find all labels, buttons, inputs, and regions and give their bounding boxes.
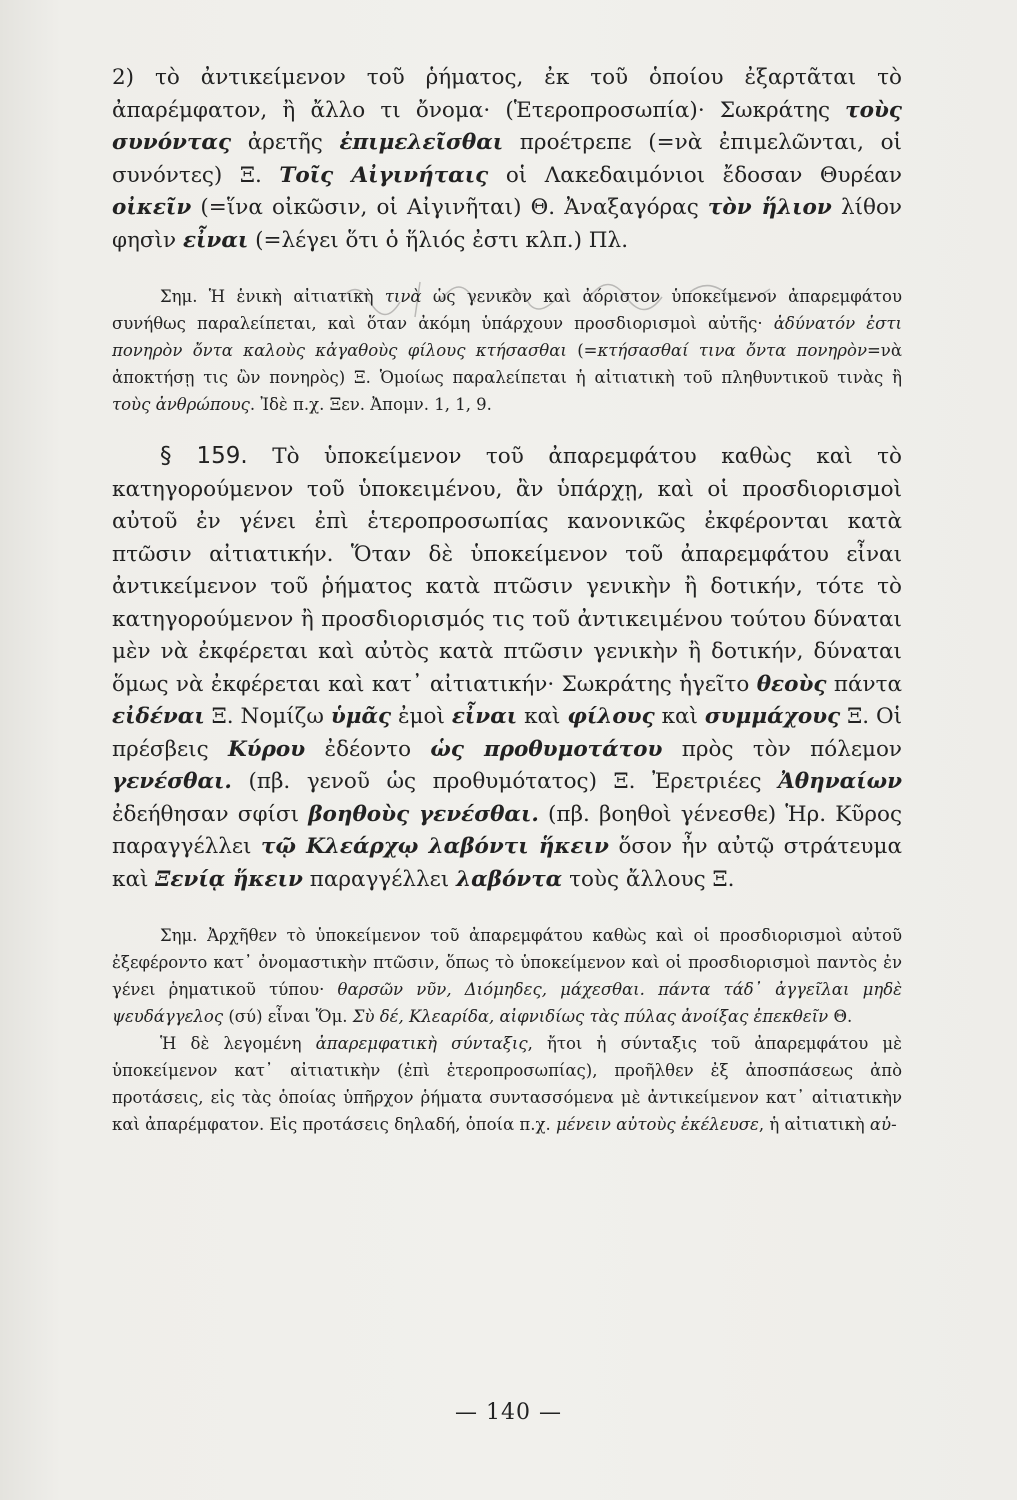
paragraph-object-infinitive — [112, 62, 902, 257]
text-run: (=ἵνα οἰκῶσιν, οἱ Αἰγινῆται) Θ. Ἀναξαγόρας — [191, 195, 708, 220]
text-run: ἐδεήθησαν σφίσι — [112, 801, 309, 827]
text-run: καὶ — [517, 704, 568, 729]
text-run: Θ. — [828, 1007, 853, 1026]
text-run: οἱ Λακεδαιμόνιοι ἔδοσαν Θυρέαν — [488, 162, 902, 188]
example-bold: Ξενίᾳ ἥκειν — [155, 866, 303, 892]
example-italic: τινὰ — [384, 287, 422, 306]
example-bold: ἐπιμελεῖσθαι — [339, 130, 504, 155]
example-italic: τοὺς ἀνθρώπους — [112, 395, 250, 414]
text-run: (=λέγει ὅτι ὁ ἥλιός ἐστι κλπ.) Πλ. — [248, 227, 629, 253]
text-run: , ἡ αἰτιατικὴ — [758, 1115, 870, 1134]
example-bold: ὡς προθυμοτάτου — [430, 736, 663, 762]
example-italic: ἀπαρεμφατικὴ σύνταξις — [315, 1034, 528, 1053]
note-archethen — [112, 922, 902, 1030]
text-run: προέτρεπε (=νὰ ἐπιμελῶνται, οἱ συνόντες) Ξ. — [112, 130, 902, 188]
text-run: (πβ. βοηθοὶ γένεσθε) Ἡρ. Κῦρος παραγγέλλει — [112, 801, 903, 859]
text-run: Ξ. Νομίζω — [204, 704, 331, 729]
section-number: § 159. — [160, 443, 248, 469]
text-run: Σημ. Ἀρχῆθεν τὸ ὑποκείμενον τοῦ ἀπαρεμφάτου καθὼς καὶ οἱ προσδιορισμοὶ αὐτοῦ ἐξεφέροντο κατ᾽ ὀνομαστικὴν πτῶσιν, ὅπως τὸ ὑποκείμενον καὶ οἱ προσδιορισμοὶ παντὸς ἐν γένει ῥηματικοῦ τύπου· — [112, 926, 902, 999]
example-bold: εἶναι — [182, 227, 249, 253]
text-run: (σύ) εἶναι Ὅμ. — [223, 1007, 353, 1026]
text-run: ἐμοὶ — [391, 704, 452, 729]
example-italic: θαρσῶν νῦν, Διόμηδες, μάχεσθαι. πάντα τάδ᾽ ἀγγεῖλαι μηδὲ ψευδάγγελος — [112, 980, 902, 1026]
example-bold: φίλους — [567, 704, 655, 729]
note-tina — [112, 283, 902, 418]
example-italic: ἀδύνατόν ἐστι πονηρὸν ὄντα καλοὺς κἀγαθοὺς φίλους κτήσασθαι — [112, 314, 902, 360]
text-run: καὶ — [654, 704, 705, 729]
example-bold: συμμάχους — [704, 704, 841, 729]
text-run: Ἡ δὲ λεγομένη — [160, 1034, 316, 1053]
text-run: ὡς γενικὸν καὶ ἀόριστον ὑποκείμενον ἀπαρεμφάτου συνήθως παραλείπεται, καὶ ὅταν ἀκόμη ὑπάρχουν προσδιορισμοὶ αὐτῆς· — [112, 287, 902, 333]
text-run: λίθον φησὶν — [112, 195, 903, 253]
text-run: πρὸς τὸν πόλεμον — [662, 736, 902, 762]
example-italic: κτήσασθαί τινα ὄντα πονηρὸν — [597, 341, 867, 360]
example-bold: εἶναι — [451, 704, 518, 729]
text-run: Ξ. Οἱ πρέσβεις — [112, 704, 903, 762]
example-bold: βοηθοὺς γενέσθαι. — [308, 801, 539, 827]
text-run: , ἤτοι ἡ σύνταξις τοῦ ἀπαρεμφάτου μὲ ὑποκείμενον κατ᾽ αἰτιατικὴν (ἐπὶ ἑτεροπροσωπίας), προῆλθεν ἐξ ἀποσπάσεως ἀπὸ προτάσεις, εἰς τὰς ὁποίας ὑπῆρχον ῥήματα συντασσόμενα μὲ ἀντικείμενον κατ᾽ αἰτιατικὴν καὶ ἀπαρέμφατον. Εἰς προτάσεις δηλαδή, ὁποία π.χ. — [112, 1034, 903, 1134]
text-run: . Ἰδὲ π.χ. Ξεν. Ἀπομν. 1, 1, 9. — [249, 395, 492, 414]
text-run: ἀρετῆς — [231, 130, 340, 155]
example-italic: Σὺ δέ, Κλεαρίδα, αἰφνιδίως τὰς πύλας ἀνοίξας ἐπεκθεῖν — [352, 1007, 829, 1026]
text-run: (πβ. γενοῦ ὡς προθυμότατος) Ξ. Ἐρετριέες — [231, 769, 779, 794]
example-bold: γενέσθαι. — [112, 769, 232, 794]
example-bold: Κύρου — [228, 736, 306, 762]
section-159 — [112, 440, 902, 896]
text-run: πάντα — [826, 671, 903, 697]
text-run: ἐδέοντο — [305, 736, 431, 762]
text-run: 2) τὸ ἀντικείμενον τοῦ ῥήματος, ἐκ τοῦ ὁποίου ἐξαρτᾶται τὸ ἀπαρέμφατον, ἢ ἄλλο τι ὄνομα· (Ἑτεροπροσωπία)· Σωκράτης — [112, 65, 902, 123]
example-bold: οἰκεῖν — [112, 195, 192, 220]
example-bold: Ἀθηναίων — [778, 769, 902, 794]
example-bold: τῷ Κλεάρχῳ λαβόντι ἥκειν — [261, 834, 609, 859]
example-bold: θεοὺς — [756, 671, 827, 697]
example-bold: τοὺς συνόντας — [112, 97, 902, 155]
text-run: τοὺς ἄλλους Ξ. — [562, 866, 735, 892]
text-run: παραγγέλλει — [302, 866, 457, 892]
text-body — [112, 62, 902, 1138]
text-run: Σημ. Ἡ ἑνικὴ αἰτιατικὴ — [160, 287, 385, 306]
example-bold: τὸν ἥλιον — [707, 195, 832, 220]
text-run: ὅσον ἦν αὐτῷ στράτευμα καὶ — [112, 834, 902, 892]
example-italic: μένειν αὐτοὺς ἐκέλευσε — [555, 1115, 759, 1134]
note-aparemfatiki — [112, 1030, 902, 1138]
page-number: — 140 — — [455, 1400, 562, 1425]
text-run: (= — [566, 341, 598, 360]
text-run: Τὸ ὑποκείμενον τοῦ ἀπαρεμφάτου καθὼς καὶ τὸ κατηγορούμενον τοῦ ὑποκειμένου, ἂν ὑπάρχῃ, καὶ οἱ προσδιορισμοὶ αὐτοῦ ἐν γένει ἐπὶ ἑτεροπροσωπίας κανονικῶς ἐκφέρονται κατὰ πτῶσιν αἰτιατικήν. Ὅταν δὲ ὑποκείμενον τοῦ ἀπαρεμφάτου εἶναι ἀντικείμενον τοῦ ῥήματος κατὰ πτῶσιν γενικὴν ἢ δοτικήν, τότε τὸ κατηγορούμενον ἢ προσδιορισμός τις τοῦ ἀντικειμένου τούτου δύναται μὲν νὰ ἐκφέρεται καὶ αὐτὸς κατὰ πτῶσιν γενικὴν ἢ δοτικήν, δύναται ὅμως νὰ ἐκφέρεται καὶ κατ᾽ αἰτιατικήν· Σωκράτης ἡγεῖτο — [112, 444, 902, 697]
example-bold: Τοῖς Αἰγινήταις — [279, 162, 489, 188]
example-italic: αὐ- — [869, 1115, 897, 1134]
example-bold: ὑμᾶς — [330, 704, 392, 729]
text-run: =νὰ ἀποκτήσῃ τις ὢν πονηρὸς) Ξ. Ὁμοίως παραλείπεται ἡ αἰτιατικὴ τοῦ πληθυντικοῦ τινὰς ἢ — [112, 341, 902, 387]
example-bold: λαβόντα — [456, 866, 563, 892]
example-bold: εἰδέναι — [112, 704, 205, 729]
